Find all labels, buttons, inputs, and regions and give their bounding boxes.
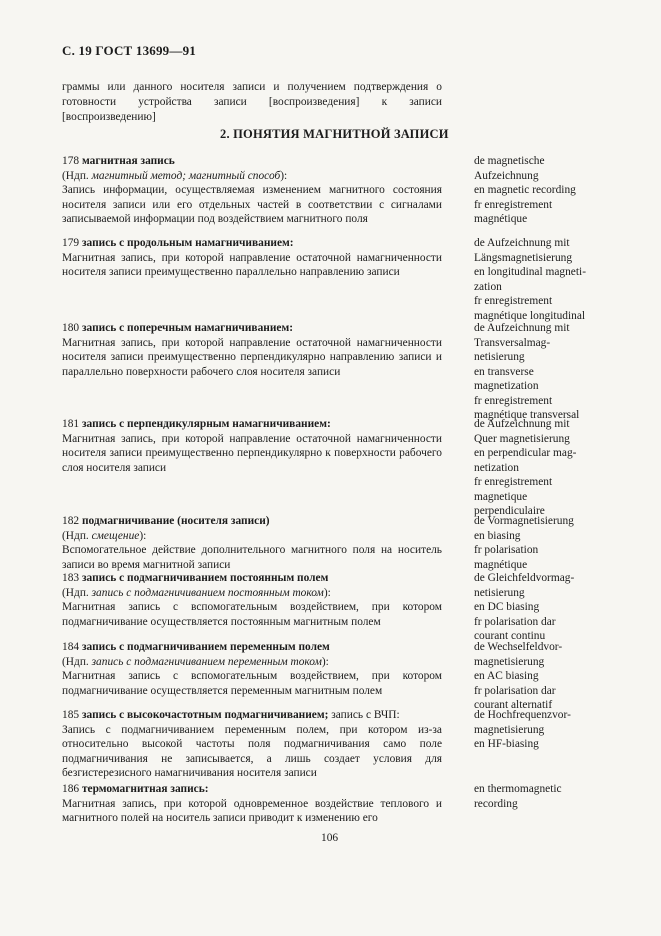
note-deprecated-terms: смещение [91,529,140,542]
equivalent-line: magnétique [474,558,528,571]
term-heading [62,236,442,251]
equivalent-line: fr enregistrement [474,476,553,488]
equivalent-line: zation [474,280,502,293]
term-heading [62,782,442,797]
note-deprecated-terms: магнитный метод; магнитный способ [91,169,281,182]
term-heading [62,417,442,432]
term-number: 186 [62,783,80,795]
term-heading [62,571,442,586]
equivalent-line: de Wechselfeldvor- [474,641,563,653]
note-prefix: (Ндп. [62,655,92,668]
equivalent-line: de Hochfrequenzvor- [474,709,571,721]
term-number: 178 [62,155,80,167]
equivalent-line: en AC biasing [474,670,539,682]
equivalent-line: de Vormagnetisierung [474,515,574,527]
foreign-equivalents [474,708,634,752]
equivalent-line: magnetisierung [474,723,545,736]
equivalent-line: de Aufzeichnung mit [474,418,570,430]
note-deprecated-terms: запись с подмагничиванием переменным током [91,655,322,668]
deprecated-note [62,655,442,670]
term-definition: Магнитная запись, при которой направление остаточной намагниченности носителя записи преимущественно параллельно направлению записи [62,251,442,278]
equivalent-line: magnetisierung [474,655,545,668]
term-name: запись с продольным намагничиванием: [81,237,294,249]
equivalent-line: de Aufzeichnung mit [474,237,570,249]
term-name: запись с поперечным намагничиванием: [81,322,294,334]
page-number: 106 [321,832,339,844]
equivalent-line: de Gleichfeldvormag- [474,572,575,584]
equivalent-line: en perpendicular mag- [474,447,577,459]
term-definition: Вспомогательное действие дополнительного магнитного поля на носитель записи во время магнитной записи [62,544,442,571]
equivalent-line: de magnetische [474,155,545,167]
foreign-equivalents [474,154,634,227]
note-suffix: ): [139,529,147,542]
term-name: магнитная запись [81,155,175,167]
term-entry [62,708,442,781]
note-prefix: (Ндп. [62,586,92,599]
term-definition: Магнитная запись, при которой направление остаточной намагниченности носителя записи преимущественно перпендикулярно к поверхности рабочего слоя носителя записи [62,432,442,474]
equivalent-line: magnetization [474,380,539,392]
equivalent-line: fr enregistrement [474,295,553,307]
equivalent-line: netization [474,461,519,474]
equivalent-line: de Aufzeichnung mit [474,322,570,334]
note-suffix: ): [280,169,288,182]
equivalent-line: courant alternatif [474,699,553,711]
term-heading [62,640,442,655]
equivalent-line: magnétique longitudinal [474,309,586,322]
equivalent-line: en DC biasing [474,601,540,613]
equivalent-line: en magnetic recording [474,184,576,196]
equivalent-line: en thermomagnetic [474,783,562,795]
equivalent-line: perpendiculaire [474,505,545,517]
term-number: 180 [62,322,80,334]
equivalent-line: Längsmagnetisierung [474,251,573,264]
equivalent-line: fr enregistrement [474,394,553,407]
note-prefix: (Ндп. [62,169,92,182]
deprecated-note [62,586,442,601]
term-entry [62,236,442,280]
section-title: 2. ПОНЯТИЯ МАГНИТНОЙ ЗАПИСИ [220,127,449,141]
equivalent-line: en HF-biasing [474,738,539,750]
note-suffix: ): [323,586,331,599]
foreign-equivalents [474,236,634,323]
equivalent-line: magnetique [474,490,528,503]
equivalent-line: Aufzeichnung [474,169,539,182]
term-definition: Запись с подмагничиванием переменным полем, при котором из-за относительно высокой частоты поля подмагничивания само поле подмагничивания не записывается, а лишь создает условия для безгистерезисного намагничивания носителя записи [62,723,442,779]
equivalent-line: fr polarisation dar [474,684,556,697]
term-number: 181 [62,418,80,430]
term-entry [62,417,442,475]
term-number: 185 [62,709,80,721]
equivalent-line: netisierung [474,586,525,599]
equivalent-line: recording [474,797,518,810]
equivalent-line: fr enregistrement [474,198,553,211]
foreign-equivalents [474,514,634,572]
equivalent-line: Quer magnetisierung [474,432,570,445]
intro-paragraph: граммы или данного носителя записи и получением подтверждения о готовности устройства записи [воспроизведения] к записи [воспроизведению] [62,81,442,123]
term-definition: Магнитная запись с вспомогательным воздействием, при котором подмагничивание осуществляется переменным магнитным полем [62,670,442,697]
foreign-equivalents [474,321,634,423]
foreign-equivalents [474,782,634,811]
note-suffix: ): [321,655,329,668]
term-synonym: запись с ВЧП: [328,709,400,721]
term-definition: Магнитная запись с вспомогательным воздействием, при котором подмагничивание осуществляется постоянным магнитным полем [62,601,442,628]
deprecated-note [62,529,442,544]
equivalent-line: netisierung [474,351,525,363]
term-number: 183 [62,572,80,584]
term-number: 182 [62,515,80,527]
page-header: С. 19 ГОСТ 13699—91 [62,43,196,58]
term-entry [62,514,442,572]
note-deprecated-terms: запись с подмагничиванием постоянным током [91,586,324,599]
foreign-equivalents [474,571,634,644]
term-entry [62,640,442,698]
equivalent-line: courant continu [474,630,546,642]
foreign-equivalents [474,640,634,713]
equivalent-line: fr polarisation dar [474,615,556,628]
term-name: запись с подмагничиванием постоянным полем [81,572,329,584]
equivalent-line: magnétique [474,213,528,225]
note-prefix: (Ндп. [62,529,92,542]
term-heading [62,514,442,529]
term-definition: Магнитная запись, при которой одновременное воздействие теплового и магнитного полей на носитель записи приводит к изменению его [62,797,442,824]
equivalent-line: en longitudinal magneti- [474,266,586,278]
equivalent-line: en biasing [474,529,521,542]
equivalent-line: en transverse [474,365,534,378]
term-definition: Магнитная запись, при которой направление остаточной намагниченности носителя записи преимущественно перпендикулярно направлению записи и параллельно поверхности рабочего слоя носителя записи [62,336,442,378]
term-heading [62,708,442,723]
equivalent-line: fr polarisation [474,544,539,556]
term-name: подмагничивание (носителя записи) [81,515,270,527]
term-heading [62,321,442,336]
term-name: запись с перпендикулярным намагничиванием: [81,418,331,430]
term-name: запись с подмагничиванием переменным полем [81,641,330,653]
term-heading [62,154,442,169]
foreign-equivalents [474,417,634,519]
term-entry [62,571,442,629]
term-number: 184 [62,641,80,653]
term-number: 179 [62,237,80,249]
term-name: термомагнитная запись: [81,783,209,795]
equivalent-line: Transversalmag- [474,336,551,349]
term-entry [62,321,442,379]
term-definition: Запись информации, осуществляемая изменением магнитного состояния носителя записи или его отдельных частей в соответствии с сигналами записываемой информации под воздействием магнитного поля [62,184,442,225]
deprecated-note [62,169,442,184]
term-entry [62,782,442,826]
equivalent-line: magnétique transversal [474,409,580,421]
term-entry [62,154,442,227]
term-name: запись с высокочастотным подмагничиванием; [81,709,329,721]
